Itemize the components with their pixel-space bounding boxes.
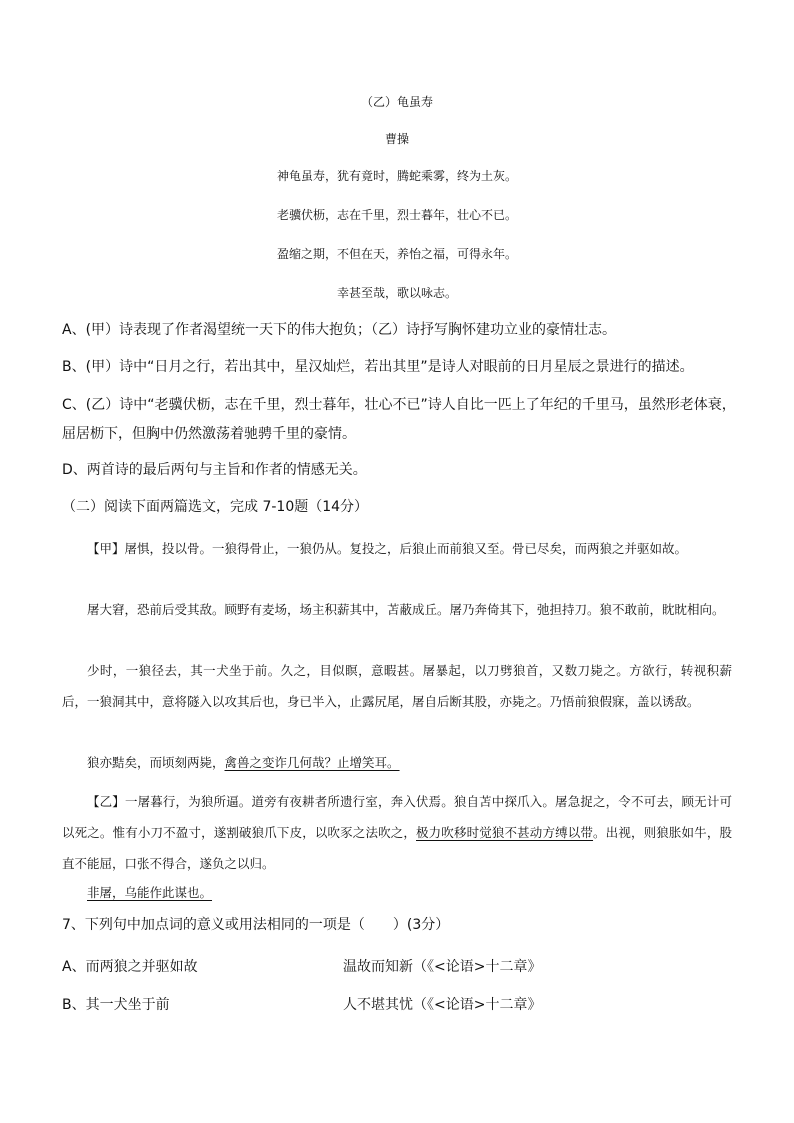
- passage-yi-p1-rest: 。出视，则狼胀如牛，股直不能屈，口张不得合，遂负之以归。: [62, 825, 732, 871]
- option-b: B、(甲）诗中“日月之行，若出其中，星汉灿烂，若出其里”是诗人对眼前的日月星辰之景进行的描述。: [62, 359, 694, 375]
- passage-yi-p1-text: 【乙】一屠暮行，为狼所逼。道旁有夜耕者所遗行室，奔入伏焉。狼自苫中探爪入。屠急捉之，令不可去，顾无计可以死之。惟有小刀不盈寸，遂割破狼爪下皮，以吹豕之法吹之，: [62, 794, 732, 840]
- option-d: D、两首诗的最后两句与主旨和作者的情感无关。: [62, 462, 367, 478]
- underlined-sentence-jia: 禽兽之变诈几何哉？止增笑耳。: [224, 755, 400, 770]
- question-7-option-a-compare: 温故而知新（《<论语>十二章》: [343, 959, 542, 975]
- passage-jia-paragraph-3: 少时，一狼径去，其一犬坐于前。久之，目似瞑，意暇甚。屠暴起，以刀劈狼首，又数刀毙之。方欲行，转视积薪后，一狼洞其中，意将隧入以攻其后也，身已半入，止露尻尾，屠自后断其股，亦毙之。乃悟前狼假寐，盖以诱敌。: [62, 663, 732, 709]
- passage-jia-paragraph-2: 屠大窘，恐前后受其敌。顾野有麦场，场主积薪其中，苫蔽成丘。屠乃奔倚其下，弛担持刀。狼不敢前，眈眈相向。: [87, 602, 725, 617]
- passage-jia-paragraph-4: [62, 747, 732, 778]
- question-7-stem: 7、下列句中加点词的意义或用法相同的一项是（ ）(3分）: [62, 917, 450, 933]
- poem-line-4: 幸甚至哉，歌以咏志。: [336, 286, 457, 300]
- question-7-option-b: B、其一犬坐于前: [62, 997, 170, 1013]
- passage-jia-paragraph-1: 【甲】屠惧，投以骨。一狼得骨止，一狼仍从。复投之，后狼止而前狼又至。骨已尽矣，而两狼之并驱如故。: [87, 541, 688, 556]
- poem-line-1: 神龟虽寿，犹有竟时，腾蛇乘雾，终为土灰。: [276, 169, 517, 183]
- question-7-option-b-compare: 人不堪其忧（《<论语>十二章》: [343, 997, 542, 1013]
- poem-line-3: 盈缩之期，不但在天，养怡之福，可得永年。: [276, 247, 517, 261]
- passage-yi-paragraph-1: [62, 786, 732, 879]
- passage-jia-p4-text: 狼亦黠矣，而顷刻两毙，: [87, 755, 225, 770]
- question-7-option-a: A、而两狼之并驱如故: [62, 959, 198, 975]
- underlined-conclusion-yi: 非屠，乌能作此谋也。: [87, 885, 213, 900]
- poem-line-2: 老骥伏枥，志在千里，烈士暮年，壮心不已。: [276, 208, 517, 222]
- option-a: A、(甲）诗表现了作者渴望统一天下的伟大抱负；（乙）诗抒写胸怀建功立业的豪情壮志。: [62, 322, 617, 338]
- option-c: C、(乙）诗中“老骥伏枥，志在千里，烈士暮年，壮心不已”诗人自比一匹上了年纪的千里马，虽然形老体衰，屈居枥下，但胸中仍然激荡着驰骋千里的豪情。: [62, 397, 736, 442]
- section-heading: （二）阅读下面两篇选文，完成 7-10题（14分）: [62, 499, 369, 515]
- poem-title: （乙）龟虽寿: [360, 95, 433, 109]
- underlined-sentence-yi: 极力吹移时觉狼不甚动方缚以带: [416, 825, 594, 840]
- passage-yi-paragraph-2: [62, 877, 732, 908]
- poem-author: 曹操: [384, 132, 409, 146]
